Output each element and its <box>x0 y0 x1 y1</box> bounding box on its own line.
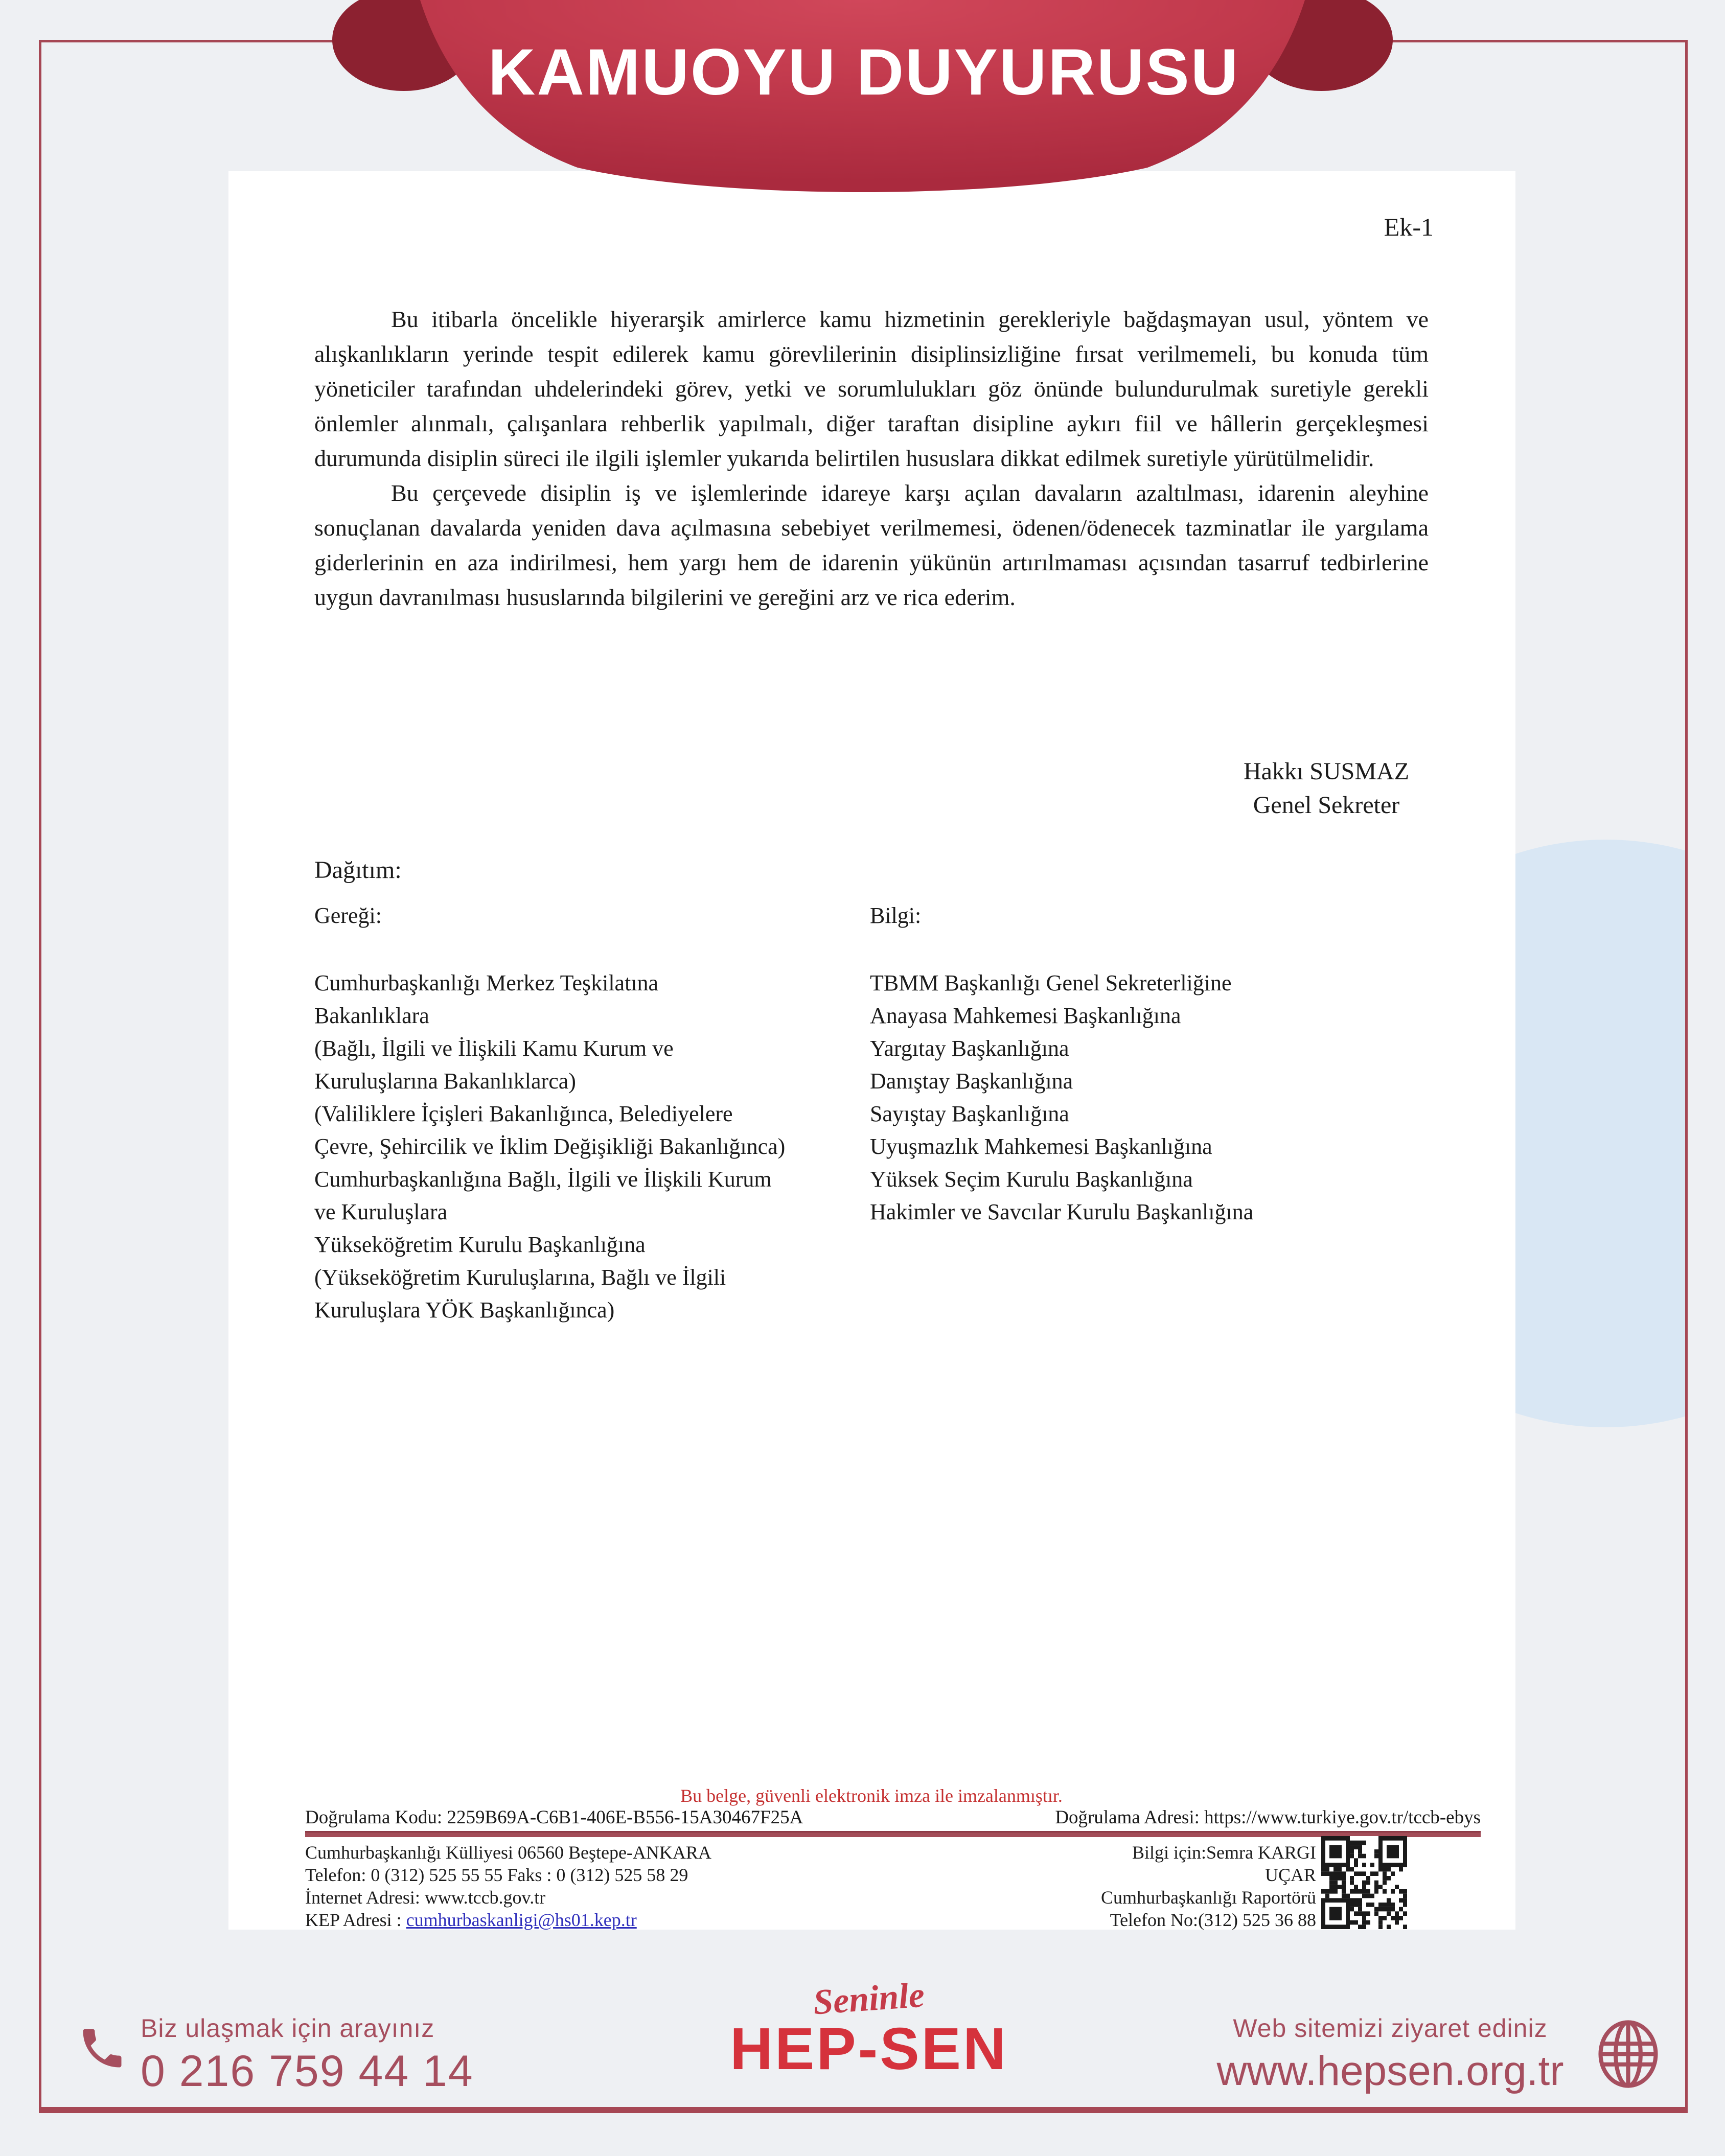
contact-line: Telefon: 0 (312) 525 55 55 Faks : 0 (312) 525 58 29 <box>305 1865 688 1885</box>
verification-code: Doğrulama Kodu: 2259B69A-C6B1-406E-B556-15A30467F25A <box>305 1807 803 1828</box>
contact-line: Cumhurbaşkanlığı Külliyesi 06560 Beştepe-ANKARA <box>305 1842 711 1863</box>
signer-name: Hakkı SUSMAZ <box>1243 758 1410 785</box>
list-item: Cumhurbaşkanlığına Bağlı, İlgili ve İlişkili Kurum <box>314 1167 772 1192</box>
annex-label: Ek-1 <box>1384 213 1434 241</box>
list-item: Bakanlıklara <box>314 1003 429 1028</box>
qr-code <box>1321 1836 1407 1929</box>
verification-address: Doğrulama Adresi: https://www.turkiye.gov.tr/tccb-ebys <box>1055 1807 1481 1828</box>
verification-row <box>305 1806 1481 1828</box>
contact-line: Bilgi için:Semra KARGI <box>1132 1842 1316 1863</box>
list-item: Yüksek Seçim Kurulu Başkanlığına <box>870 1167 1193 1192</box>
phone-icon <box>77 2023 128 2074</box>
signer-title: Genel Sekreter <box>1253 792 1400 819</box>
logo-name-text: HEP-SEN <box>730 2015 1008 2082</box>
list-item: Danıştay Başkanlığına <box>870 1069 1073 1094</box>
banner-title: KAMUOYU DUYURUSU <box>488 36 1240 109</box>
kep-address-link[interactable]: cumhurbaskanligi@hs01.kep.tr <box>406 1910 637 1930</box>
paragraph-1: Bu itibarla öncelikle hiyerarşik amirlerce kamu hizmetinin gerekleriyle bağdaşmayan usul, yöntem ve alışkanlıkların yerinde tespit edilerek kamu görevlilerinin disiplinsizliğine fırsat verilmemeli, bu konuda tüm yöneticiler tarafından uhdelerindeki görev, yetki ve sorumlulukları göz önünde bulundurulmak suretiyle gerekli önlemler alınmalı, çalışanlara rehberlik yapılmalı, diğer taraftan disipline aykırı fiil ve hâllerin gerçekleşmesi durumunda disiplin süreci ile ilgili işlemler yukarıda belirtilen hususlara dikkat edilmek suretiyle yürütülmelidir. <box>314 306 1429 471</box>
left-column-list <box>314 967 785 1327</box>
list-item: Anayasa Mahkemesi Başkanlığına <box>870 1003 1181 1028</box>
contact-line: Cumhurbaşkanlığı Raportörü <box>1101 1887 1316 1908</box>
list-item: Kuruluşlarına Bakanlıklarca) <box>314 1069 576 1094</box>
list-item: TBMM Başkanlığı Genel Sekreterliğine <box>870 970 1232 995</box>
document-body <box>314 302 1429 615</box>
list-item: Sayıştay Başkanlığına <box>870 1101 1069 1126</box>
list-item: Cumhurbaşkanlığı Merkez Teşkilatına <box>314 970 659 995</box>
footer-divider <box>305 1831 1481 1837</box>
distribution-right-column <box>870 899 1253 1228</box>
call-text <box>141 2013 474 2097</box>
list-item: Çevre, Şehircilik ve İklim Değişikliği Bakanlığınca) <box>314 1134 786 1159</box>
distribution-left-column <box>314 899 785 1327</box>
list-item: (Valiliklere İçişleri Bakanlığınca, Belediyelere <box>314 1101 733 1126</box>
list-item: (Bağlı, İlgili ve İlişkili Kamu Kurum ve <box>314 1036 674 1061</box>
signature-block <box>1219 755 1434 822</box>
globe-icon <box>1594 2020 1663 2089</box>
list-item: Yargıtay Başkanlığına <box>870 1036 1069 1061</box>
website-url[interactable]: www.hepsen.org.tr <box>1216 2048 1564 2094</box>
contact-line: UÇAR <box>1264 1865 1316 1885</box>
phone-number: 0 216 759 44 14 <box>141 2047 474 2096</box>
contact-line: İnternet Adresi: www.tccb.gov.tr <box>305 1887 546 1908</box>
list-item: ve Kuruluşlara <box>314 1199 448 1224</box>
website-label: Web sitemizi ziyaret ediniz <box>1233 2014 1548 2043</box>
hepsen-logo <box>654 1975 1084 2083</box>
call-label: Biz ulaşmak için arayınız <box>141 2014 435 2043</box>
list-item: (Yükseköğretim Kuruluşlarına, Bağlı ve İlgili <box>314 1265 726 1290</box>
logo-script-text: Seninle <box>812 1975 926 2023</box>
contact-line: Telefon No:(312) 525 36 88 <box>1110 1910 1316 1930</box>
kep-line <box>305 1909 711 1931</box>
right-column-list <box>870 967 1253 1228</box>
contact-block-right <box>1101 1841 1316 1931</box>
paragraph-2: Bu çerçevede disiplin iş ve işlemlerinde idareye karşı açılan davaların azaltılması, idarenin aleyhine sonuçlanan davalarda yeniden dava açılmasına sebebiyet verilmemesi, ödenen/ödenecek tazminatlar ile yargılama giderlerinin en aza indirilmesi, hem yargı hem de idarenin yükünün artırılmaması açısından tasarruf tedbirlerine uygun davranılması hususlarında bilgilerini ve gereğini arz ve rica ederim. <box>314 480 1429 610</box>
list-item: Uyuşmazlık Mahkemesi Başkanlığına <box>870 1134 1212 1159</box>
distribution-heading: Dağıtım: <box>314 856 402 884</box>
call-us-group <box>77 2013 474 2097</box>
kep-label: KEP Adresi : <box>305 1910 406 1930</box>
esignature-notice: Bu belge, güvenli elektronik imza ile imzalanmıştır. <box>680 1786 1063 1806</box>
left-column-heading: Gereği: <box>314 903 382 928</box>
document-page <box>228 171 1515 1930</box>
list-item: Yükseköğretim Kurulu Başkanlığına <box>314 1232 646 1257</box>
list-item: Kuruluşlara YÖK Başkanlığınca) <box>314 1297 615 1323</box>
list-item: Hakimler ve Savcılar Kurulu Başkanlığına <box>870 1199 1254 1224</box>
website-group <box>1191 2013 1590 2095</box>
right-column-heading: Bilgi: <box>870 903 922 928</box>
contact-block-left <box>305 1841 711 1931</box>
